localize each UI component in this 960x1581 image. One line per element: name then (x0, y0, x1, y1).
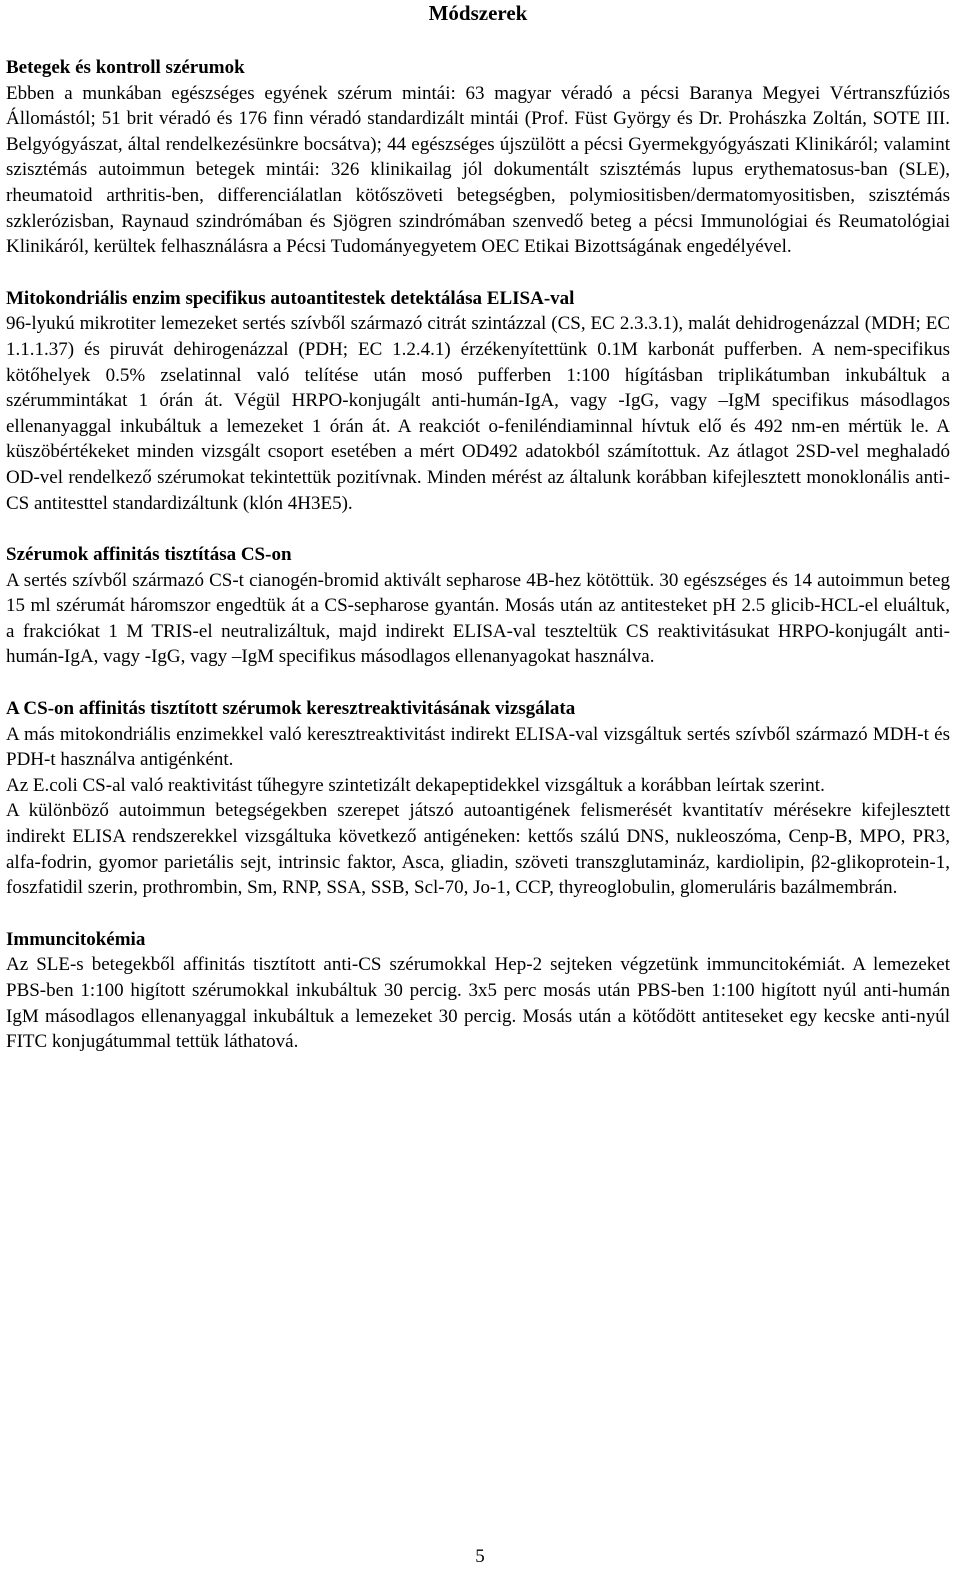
section-paragraph: 96-lyukú mikrotiter lemezeket sertés szívből származó citrát szintázzal (CS, EC 2.3.3.1), malát dehidrogenázzal (MDH; EC 1.1.1.37) és piruvát dehirogenázzal (PDH; EC 1.2.4.1) érzékenyítettünk 0.1M karbonát pufferben. A nem-specifikus kötőhelyek 0.5% zselatinnal való telítése után mosó pufferben 1:100 hígításban triplikátumban inkubáltuk a szérummintákat 1 órán át. Végül HRPO-konjugált anti-humán-IgA, vagy -IgG, vagy –IgM specifikus másodlagos ellenanyaggal inkubáltuk a lemezeket 1 órán át. A reakciót o-feniléndiaminnal hívtuk elő és 492 nm-en mértük le. A küszöbértékeket minden vizsgált csoport esetében a mért OD492 adatokból számítottuk. Az átlagot 2SD-vel meghaladó OD-vel rendelkező szérumokat tekintettük pozitívnak. Minden mérést az általunk korábban kifejlesztett monoklonális anti-CS antitesttel standardizáltunk (klón 4H3E5). (6, 313, 950, 514)
section-cross-reactivity (6, 696, 950, 901)
section-paragraph: Az SLE-s betegekből affinitás tisztított anti-CS szérumokkal Hep-2 sejteken végzetünk immuncitokémiát. A lemezeket PBS-ben 1:100 higított szérumokkal inkubáltuk 30 percig. 3x5 perc mosás után PBS-ben 1:100 higított nyúl anti-humán IgM másodlagos ellenanyaggal inkubáltuk a lemezeket 30 percig. Mosás után a kötődött antiteseket egy kecske anti-nyúl FITC konjugátummal tettük láthatová. (6, 954, 950, 1053)
section-elisa-detection (6, 286, 950, 516)
section-affinity-purification (6, 542, 950, 670)
section-heading: A CS-on affinitás tisztított szérumok keresztreaktivitásának vizsgálata (6, 698, 576, 720)
section-paragraph: A különböző autoimmun betegségekben szerepet játszó autoantigének felismerését kvantitatív mérésekre kifejlesztett indirekt ELISA rendszerekkel vizsgáltuka következő antigéneken: kettős szálú DNS, nukleoszóma, Cenp-B, MPO, PR3, alfa-fodrin, gyomor parietális sejt, intrinsic faktor, Asca, gliadin, szöveti transzglutamináz, kardiolipin, β2-glikoprotein-1, foszfatidil szerin, prothrombin, Sm, RNP, SSA, SSB, Scl-70, Jo-1, CCP, thyreoglobulin, glomeruláris bazálmembrán. (6, 800, 950, 899)
section-heading: Szérumok affinitás tisztítása CS-on (6, 544, 292, 566)
section-immunocytochemistry (6, 927, 950, 1055)
section-paragraph: A más mitokondriális enzimekkel való keresztreaktivitást indirekt ELISA-val vizsgáltuk sertés szívből származó MDH-t és PDH-t használva antigénként. (6, 723, 950, 771)
section-heading: Mitokondriális enzim specifikus autoantitestek detektálása ELISA-val (6, 287, 575, 309)
section-heading: Betegek és kontroll szérumok (6, 57, 245, 78)
section-heading: Immuncitokémia (6, 928, 146, 950)
section-paragraph: Ebben a munkában egészséges egyének szérum mintái: 63 magyar véradó a pécsi Baranya Megyei Vértranszfúziós Állomástól; 51 brit véradó és 176 finn véradó standardizált mintái (Prof. Füst György és Dr. Prohászka Zoltán, SOTE III. Belgyógyászat, által rendelkezésünkre bocsátva); 44 egészséges újszülött a pécsi Gyermekgyógyászati Klinikáról; valamint szisztémás autoimmun betegek mintái: 326 klinikailag jól dokumentált szisztémás lupus erythematosus-ban (SLE), rheumatoid arthritis-ben, differenciálatlan kötőszöveti betegségben, polymiositisben/dermatomyositisben, szisztémás szklerózisban, Raynaud szindrómában és Sjögren szindrómában szenvedő beteg a pécsi Immunológiai és Reumatológiai Klinikáról, kerültek felhasználásra a Pécsi Tudományegyetem OEC Etikai Bizottságának engedélyével. (6, 82, 950, 258)
section-paragraph: Az E.coli CS-al való reaktivitást tűhegyre szintetizált dekapeptidekkel vizsgáltuk a korábban leírtak szerint. (6, 774, 825, 796)
page-number: 5 (475, 1546, 485, 1567)
page-title: Módszerek (428, 1, 528, 25)
section-paragraph: A sertés szívből származó CS-t cianogén-bromid aktivált sepharose 4B-hez kötöttük. 30 egészséges és 14 autoimmun beteg 15 ml szérumát háromszor engedtük át a CS-sepharose gyantán. Mosás után az antitesteket pH 2.5 glicib-HCL-el eluáltuk, a frakciókat 1 M TRIS-el neutralizáltuk, majd indirekt ELISA-val teszteltük CS reaktivitásukat HRPO-konjugált anti-humán-IgA, vagy -IgG, vagy –IgM specifikus másodlagos ellenanyagokat használva. (6, 569, 950, 668)
document-page (6, 0, 950, 1055)
section-patients-controls (6, 55, 950, 260)
